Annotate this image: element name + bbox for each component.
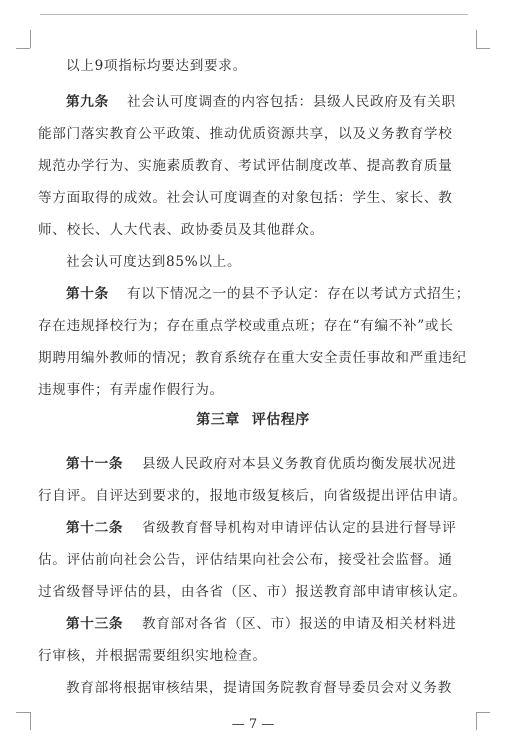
crop-mark-top-left: [30, 30, 31, 48]
top-rule: [40, 14, 468, 15]
text: 违规事件；有弄虚作假行为。: [38, 382, 224, 398]
crop-mark-top-right-h: [476, 48, 490, 49]
crop-mark-bottom-right-h: [476, 712, 490, 713]
article-label: 第九条: [66, 94, 109, 110]
text: 能部门落实教育公平政策、推动优质资源共享，以及义务教育学校: [38, 126, 453, 142]
text: 过省级督导评估的县，由各省（区、市）报送教育部申请审核认定。: [38, 584, 467, 600]
article-label: 第十三条: [66, 616, 124, 632]
crop-mark-top-left-h: [16, 48, 30, 49]
text: 行审核，并根据需要组织实地检查。: [38, 648, 267, 664]
chapter-heading: [0, 410, 506, 430]
text: 社会认可度达到85%以上。: [66, 254, 242, 270]
text: 估。评估前向社会公告，评估结果向社会公布，接受社会监督。通: [38, 552, 453, 568]
chapter-number: 第三章: [196, 412, 240, 428]
text: 县级人民政府对本县义务教育优质均衡发展状况进: [142, 456, 457, 472]
text: 规范办学行为、实施素质教育、考试评估制度改革、提高教育质量: [38, 158, 453, 174]
text: 有以下情况之一的县不予认定：存在以考试方式招生；: [127, 286, 471, 302]
crop-mark-bottom-left-h: [16, 712, 30, 713]
crop-mark-top-right: [476, 30, 477, 48]
text: 省级教育督导机构对申请评估认定的县进行督导评: [142, 520, 457, 536]
text: 期聘用编外教师的情况；教育系统存在重大安全责任事故和严重违纪: [38, 350, 467, 366]
text: 教育部对各省（区、市）报送的申请及相关材料进: [142, 616, 457, 632]
text: 等方面取得的成效。社会认可度调查的对象包括：学生、家长、教: [38, 190, 453, 206]
text: 社会认可度调查的内容包括：县级人民政府及有关职: [127, 94, 456, 110]
page-number: — 7 —: [231, 717, 275, 732]
text: 教育部将根据审核结果，提请国务院教育督导委员会对义务教: [66, 680, 452, 696]
chapter-title: 评估程序: [251, 412, 310, 428]
article-label: 第十条: [66, 286, 109, 302]
article-label: 第十二条: [66, 520, 124, 536]
text: 存在违规择校行为；存在重点学校或重点班；存在“有编不补”或长: [38, 318, 454, 334]
text: 以上9项指标均要达到要求。: [66, 58, 247, 74]
text: 师、校长、人大代表、政协委员及其他群众。: [38, 222, 324, 238]
text: 行自评。自评达到要求的，报地市级复核后，向省级提出评估申请。: [38, 488, 467, 504]
article-label: 第十一条: [66, 456, 124, 472]
